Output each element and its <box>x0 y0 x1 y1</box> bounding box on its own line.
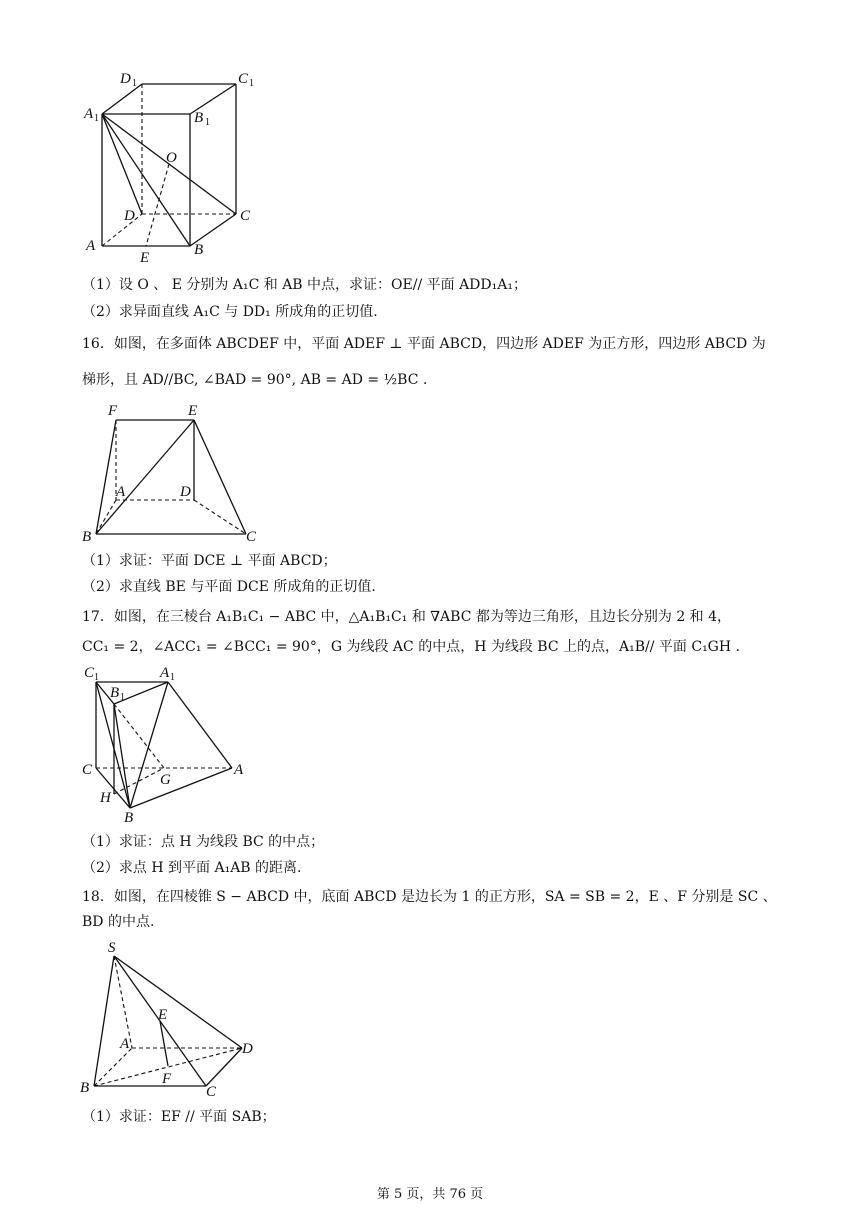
label-C: C <box>82 762 93 778</box>
label-B: B <box>80 1080 90 1096</box>
label-S: S <box>108 940 116 956</box>
label-sub: 1 <box>94 672 99 683</box>
q18-stem-line2: BD 的中点. <box>82 914 155 930</box>
label-H: H <box>100 790 111 806</box>
label-D: D <box>242 1041 253 1057</box>
q18-part1: （1）求证：EF // 平面 SAB； <box>82 1109 276 1125</box>
label-A: A <box>120 1036 130 1052</box>
label-sub: 1 <box>132 78 137 89</box>
label-sub: 1 <box>170 672 175 683</box>
figure-polyhedron <box>80 400 270 545</box>
label-A1: A <box>160 665 170 681</box>
label-sub: 1 <box>249 78 254 89</box>
q17-stem-line2: CC₁ = 2，∠ACC₁ = ∠BCC₁ = 90°，G 为线段 AC 的中点，H 为线段 BC 上的点，A₁B// 平面 C₁GH . <box>82 639 740 655</box>
label-A: A <box>116 484 126 500</box>
label-sub: 1 <box>205 117 210 128</box>
label-B: B <box>194 242 204 258</box>
q16-stem-line1: 16．如图，在多面体 ABCDEF 中，平面 ADEF ⊥ 平面 ABCD，四边形 ADEF 为正方形，四边形 ABCD 为 <box>82 336 766 352</box>
page-footer: 第 5 页，共 76 页 <box>376 1187 484 1202</box>
q16-stem-line2: 梯形，且 AD//BC, ∠BAD = 90°, AB = AD = ½BC . <box>82 372 428 388</box>
label-B: B <box>82 529 92 545</box>
label-D1: D <box>120 71 131 87</box>
label-C1: C <box>238 71 249 87</box>
q17-part2: （2）求点 H 到平面 A₁AB 的距离. <box>82 860 302 876</box>
label-F: F <box>108 403 118 419</box>
label-C: C <box>206 1084 217 1100</box>
label-D: D <box>124 208 135 224</box>
q15-part1: （1）设 O 、 E 分别为 A₁C 和 AB 中点，求证：OE// 平面 ADD₁A₁； <box>82 277 527 293</box>
q17-stem-line1: 17．如图，在三棱台 A₁B₁C₁ − ABC 中，△A₁B₁C₁ 和 ∇ABC 都为等边三角形，且边长分别为 2 和 4， <box>82 609 732 625</box>
q16-part2: （2）求直线 BE 与平面 DCE 所成角的正切值. <box>82 579 376 595</box>
label-C1: C <box>84 665 95 681</box>
figure-prism <box>80 70 270 270</box>
label-E: E <box>158 1007 168 1023</box>
label-C: C <box>246 529 257 545</box>
q18-stem-line1: 18．如图，在四棱锥 S − ABCD 中，底面 ABCD 是边长为 1 的正方形，SA = SB = 2，E 、F 分别是 SC 、 <box>82 889 777 905</box>
label-C: C <box>240 208 251 224</box>
label-E: E <box>188 403 198 419</box>
label-D: D <box>180 484 191 500</box>
label-B: B <box>124 810 134 826</box>
label-B1: B <box>110 685 120 701</box>
q16-part1: （1）求证：平面 DCE ⊥ 平面 ABCD； <box>82 553 337 569</box>
label-sub: 1 <box>94 113 99 124</box>
label-E: E <box>140 250 150 266</box>
q15-part2: （2）求异面直线 A₁C 与 DD₁ 所成角的正切值. <box>82 304 378 320</box>
label-B1: B <box>194 110 204 126</box>
label-G: G <box>160 772 171 788</box>
label-A1: A <box>84 106 94 122</box>
label-O: O <box>166 150 177 166</box>
figure-pyramid <box>80 938 270 1100</box>
figure-frustum <box>80 660 270 825</box>
label-sub: 1 <box>120 692 125 703</box>
label-F: F <box>162 1071 172 1087</box>
label-A: A <box>234 762 244 778</box>
q17-part1: （1）求证：点 H 为线段 BC 的中点； <box>82 834 325 850</box>
label-A: A <box>86 238 96 254</box>
